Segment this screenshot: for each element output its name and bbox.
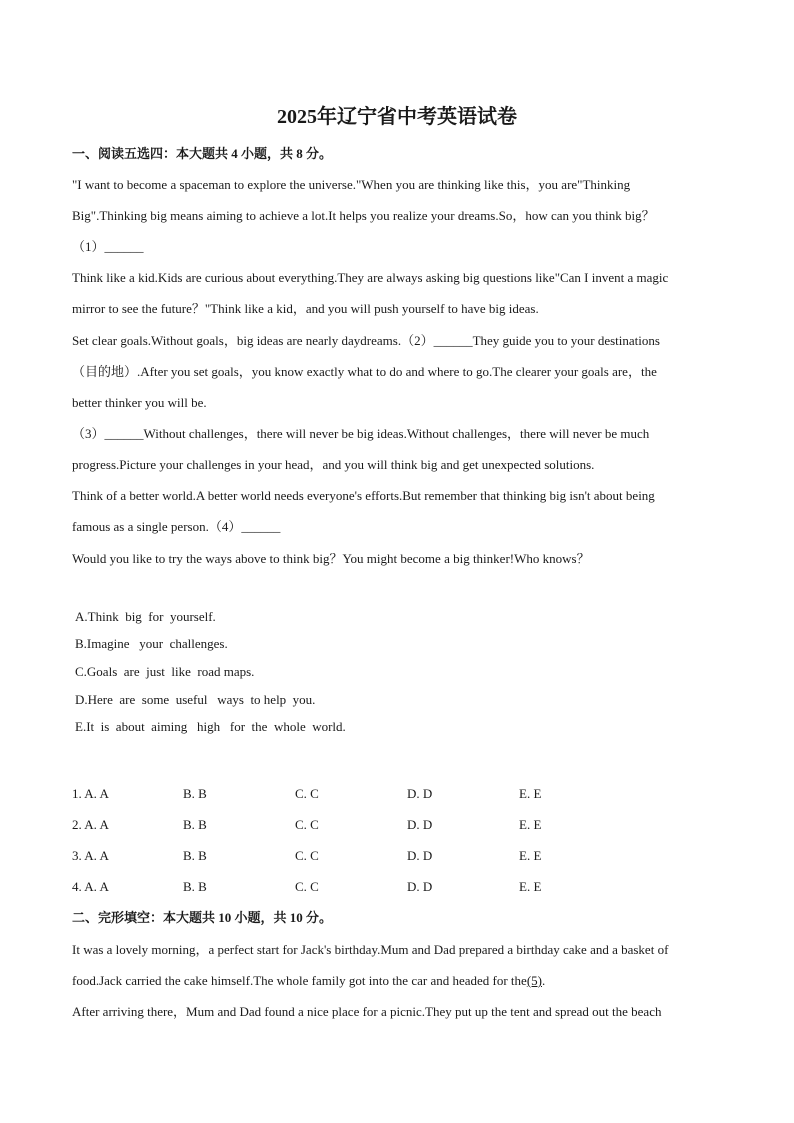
option-d: D.Here are some useful ways to help you. (75, 692, 316, 707)
answer-3-choice-e[interactable]: E. E (519, 848, 542, 863)
answer-2-choice-a[interactable]: 2. A. A (72, 817, 109, 832)
passage-line-13: Would you like to try the ways above to think big？You might become a big thinker!Who knows？ (72, 551, 590, 566)
cloze-line-3: After arriving there，Mum and Dad found a nice place for a picnic.They put up the tent and spread out the beach (72, 1004, 662, 1019)
passage-line-12: famous as a single person.（4）______ (72, 519, 281, 534)
section-1-heading: 一、阅读五选四：本大题共 4 小题，共 8 分。 (72, 146, 333, 161)
answer-1-choice-d[interactable]: D. D (407, 786, 433, 801)
cloze-blank-5[interactable]: (5) (526, 973, 542, 988)
option-c: C.Goals are just like road maps. (75, 664, 255, 679)
passage-line-2: Big".Thinking big means aiming to achieve a lot.It helps you realize your dreams.So，how can you think big？ (72, 208, 655, 223)
passage-line-11: Think of a better world.A better world needs everyone's efforts.But remember that thinking big isn't about being (72, 488, 655, 503)
option-a: A.Think big for yourself. (75, 609, 216, 624)
answer-2-choice-b[interactable]: B. B (183, 817, 207, 832)
cloze-line-2-text: food.Jack carried the cake himself.The whole family got into the car and headed for the (72, 973, 527, 988)
answer-row-2 (72, 816, 632, 834)
answer-2-choice-d[interactable]: D. D (407, 817, 433, 832)
section-2-heading: 二、完形填空：本大题共 10 小题，共 10 分。 (72, 910, 333, 925)
answer-4-choice-e[interactable]: E. E (519, 879, 542, 894)
answer-4-choice-c[interactable]: C. C (295, 879, 319, 894)
answer-row-1 (72, 785, 632, 803)
cloze-line-2 (72, 972, 545, 990)
answer-4-choice-b[interactable]: B. B (183, 879, 207, 894)
passage-line-9: （3）______Without challenges，there will never be big ideas.Without challenges，there will never be much (72, 426, 650, 441)
answer-row-4 (72, 878, 632, 896)
passage-line-1: "I want to become a spaceman to explore the universe."When you are thinking like this，you are"Thinking (72, 177, 631, 192)
passage-line-4: Think like a kid.Kids are curious about everything.They are always asking big questions like"Can I invent a magic (72, 270, 669, 285)
answer-row-3 (72, 847, 632, 865)
answer-3-choice-d[interactable]: D. D (407, 848, 433, 863)
cloze-line-2-end: . (542, 973, 546, 988)
answer-1-choice-a[interactable]: 1. A. A (72, 786, 109, 801)
answer-3-choice-b[interactable]: B. B (183, 848, 207, 863)
passage-line-5: mirror to see the future？"Think like a kid，and you will push yourself to have big ideas. (72, 301, 539, 316)
answer-1-choice-e[interactable]: E. E (519, 786, 542, 801)
answer-1-choice-c[interactable]: C. C (295, 786, 319, 801)
page-title: 2025年辽宁省中考英语试卷 (277, 106, 517, 128)
answer-4-choice-d[interactable]: D. D (407, 879, 433, 894)
option-b: B.Imagine your challenges. (75, 636, 228, 651)
cloze-line-1: It was a lovely morning，a perfect start for Jack's birthday.Mum and Dad prepared a birthday cake and a basket of (72, 942, 669, 957)
passage-line-6: Set clear goals.Without goals，big ideas are nearly daydreams.（2）______They guide you to your destinations (72, 333, 660, 348)
passage-line-7: （目的地）.After you set goals，you know exactly what to do and where to go.The clearer your goals are，the (72, 364, 657, 379)
answer-3-choice-a[interactable]: 3. A. A (72, 848, 109, 863)
answer-1-choice-b[interactable]: B. B (183, 786, 207, 801)
answer-4-choice-a[interactable]: 4. A. A (72, 879, 109, 894)
answer-2-choice-e[interactable]: E. E (519, 817, 542, 832)
passage-line-3: （1）______ (72, 239, 144, 254)
passage-line-10: progress.Picture your challenges in your head，and you will think big and get unexpected solutions. (72, 457, 595, 472)
option-e: E.It is about aiming high for the whole world. (75, 719, 346, 734)
answer-2-choice-c[interactable]: C. C (295, 817, 319, 832)
passage-line-8: better thinker you will be. (72, 395, 207, 410)
answer-3-choice-c[interactable]: C. C (295, 848, 319, 863)
